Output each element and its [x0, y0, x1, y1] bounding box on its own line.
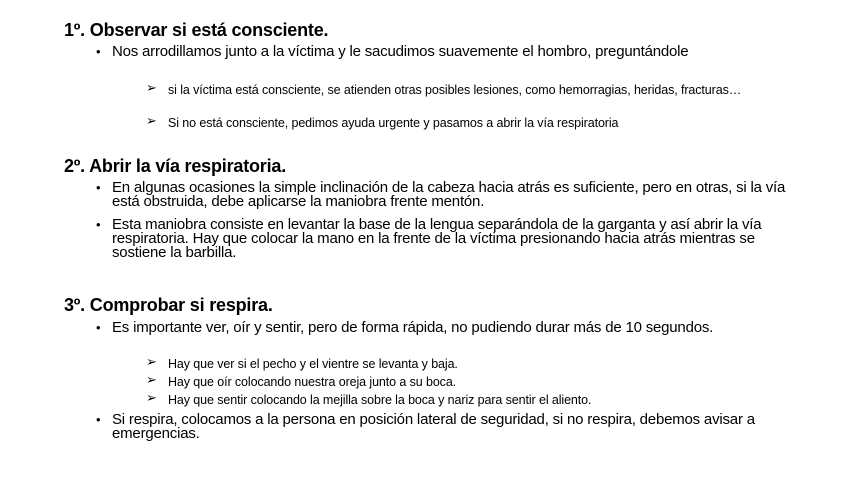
arrow-bullet-icon: ➢ — [146, 81, 157, 96]
section-3-bullet-2 — [96, 413, 796, 441]
subitem-text: Hay que oír colocando nuestra oreja junto a su boca. — [168, 375, 457, 389]
section-1-title: 1º. Observar si está consciente. — [64, 20, 329, 40]
subitem-text: Hay que sentir colocando la mejilla sobre la boca y nariz para sentir el aliento. — [168, 393, 592, 407]
section-2-bullet-1 — [96, 181, 796, 209]
section-3-subitem-1 — [146, 355, 756, 371]
section-1-subitem-1 — [146, 81, 756, 97]
section-1-bullet-1 — [96, 45, 796, 59]
arrow-bullet-icon: ➢ — [146, 355, 157, 370]
arrow-bullet-icon: ➢ — [146, 391, 157, 406]
section-2-title: 2º. Abrir la vía respiratoria. — [64, 156, 287, 176]
bullet-text: En algunas ocasiones la simple inclinación de la cabeza hacia atrás es suficiente, pero en otras, si la vía está obstruida, debe aplicarse la maniobra frente mentón. — [112, 179, 786, 210]
bullet-icon: • — [96, 44, 101, 59]
section-3-bullet-1 — [96, 321, 796, 335]
section-3-subitem-3 — [146, 391, 756, 407]
arrow-bullet-icon: ➢ — [146, 114, 157, 129]
bullet-icon: • — [96, 180, 101, 195]
bullet-text: Si respira, colocamos a la persona en posición lateral de seguridad, si no respira, debemos avisar a emergencias. — [112, 411, 755, 442]
section-1-subitem-2 — [146, 114, 756, 130]
section-2-bullet-2 — [96, 218, 796, 260]
bullet-text: Es importante ver, oír y sentir, pero de forma rápida, no pudiendo durar más de 10 segundos. — [112, 319, 714, 336]
section-3-title: 3º. Comprobar si respira. — [64, 295, 273, 315]
bullet-text: Nos arrodillamos junto a la víctima y le sacudimos suavemente el hombro, preguntándole — [112, 43, 689, 60]
bullet-icon: • — [96, 217, 101, 232]
bullet-icon: • — [96, 412, 101, 427]
bullet-text: Esta maniobra consiste en levantar la base de la lengua separándola de la garganta y así abrir la vía respiratoria. Hay que colocar la mano en la frente de la víctima presionando hacia atrás mientras se sostiene la barbilla. — [112, 216, 762, 261]
section-3-subitem-2 — [146, 373, 756, 389]
subitem-text: Si no está consciente, pedimos ayuda urgente y pasamos a abrir la vía respiratoria — [168, 116, 619, 130]
subitem-text: Hay que ver si el pecho y el vientre se levanta y baja. — [168, 357, 458, 371]
arrow-bullet-icon: ➢ — [146, 373, 157, 388]
bullet-icon: • — [96, 320, 101, 335]
subitem-text: si la víctima está consciente, se atienden otras posibles lesiones, como hemorragias, heridas, fracturas… — [168, 83, 742, 97]
